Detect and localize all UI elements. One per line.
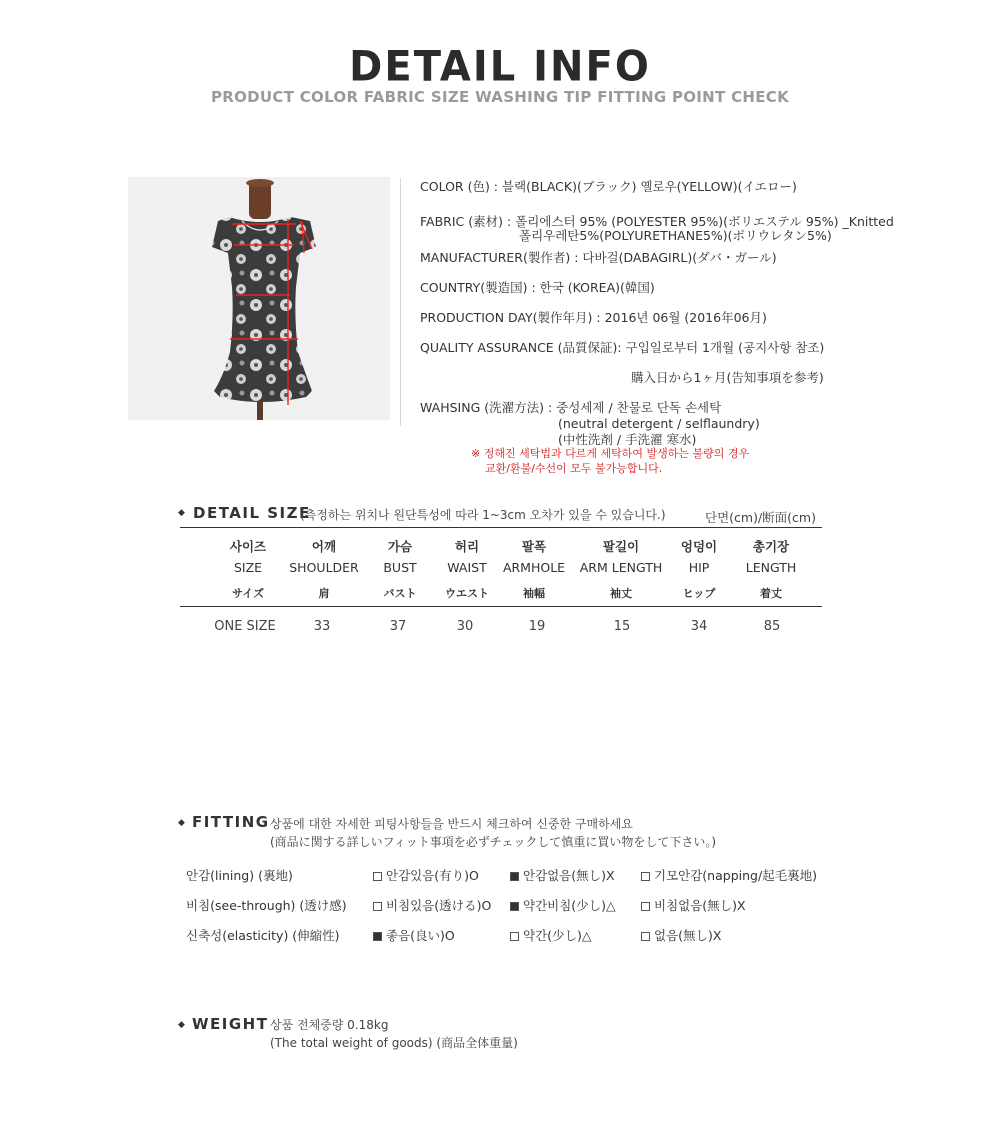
fitting-option-label: 비침없음(無し)X [654,898,746,913]
size-table-top-rule [180,527,822,528]
col-bust-ko: 가슴 [387,539,413,554]
washing-warning: ※ 정해진 세탁법과 다르게 세탁하여 발생하는 불량의 경우 [471,447,750,460]
weight-heading: WEIGHT [192,1015,269,1033]
diamond-bullet-icon: ◆ [178,508,185,518]
col-waist-ko: 허리 [454,539,480,554]
col-hip-en: HIP [688,560,710,575]
col-bust-en: BUST [383,560,417,575]
fitting-option[interactable] [641,896,746,914]
fitting-option[interactable] [373,926,455,944]
fabric-info-line2: 폴리우레탄5%(POLYURETHANE5%)(ボリウレタン5%) [519,228,832,243]
col-armhole-jp: 袖幅 [523,587,545,600]
col-armhole-ko: 팔폭 [521,539,547,554]
quality-assurance-info-jp: 購入日から1ヶ月(告知事項を参考) [631,370,824,385]
fabric-info: FABRIC (素材) : 폴리에스터 95% (POLYESTER 95%)(ボリエステル 95%) _Knitted [420,214,894,229]
color-info: COLOR (色) : 블랙(BLACK)(ブラック) 옐로우(YELLOW)(イエロー) [420,179,797,194]
fitting-option-label: 안감있음(有り)O [386,868,479,883]
fitting-label-elasticity: 신축성(elasticity) (伸縮性) [186,928,340,943]
cell-shoulder: 33 [313,619,331,634]
col-length-en: LENGTH [745,560,797,575]
manufacturer-info: MANUFACTURER(製作者) : 다바걸(DABAGIRL)(ダバ・ガール) [420,250,777,265]
quality-assurance-info: QUALITY ASSURANCE (品質保証): 구입일로부터 1개월 (공지사항 참조) [420,340,825,355]
cell-length: 85 [763,619,781,634]
detail-size-heading: DETAIL SIZE [193,504,311,522]
cell-arm-length: 15 [613,619,631,634]
col-shoulder-ko: 어깨 [311,539,337,554]
checkbox-empty-icon [641,872,650,881]
fitting-option-label: 비침있음(透ける)O [386,898,492,913]
fitting-description-jp: (商品に関する詳しいフィット事項を必ずチェックして慎重に買い物をして下さい。) [270,835,717,849]
col-arm-length-en: ARM LENGTH [579,560,663,575]
col-length-jp: 着丈 [760,587,782,600]
page-subtitle: PRODUCT COLOR FABRIC SIZE WASHING TIP FITTING POINT CHECK [210,88,790,106]
country-info: COUNTRY(製造国) : 한국 (KOREA)(韓国) [420,280,655,295]
col-bust-jp: バスト [383,587,417,600]
col-size-jp: サイズ [231,587,265,600]
cell-size: ONE SIZE [214,619,276,634]
product-image [128,177,390,420]
col-hip-ko: 엉덩이 [680,539,718,554]
fitting-option-label: 좋음(良い)O [386,928,455,943]
col-arm-length-jp: 袖丈 [610,587,632,600]
checkbox-empty-icon [641,902,650,911]
diamond-bullet-icon: ◆ [178,1020,185,1030]
weight-value: 상품 전체중량 0.18kg [270,1018,389,1032]
fitting-option-label: 기모안감(napping/起毛裏地) [654,868,818,883]
fitting-option[interactable] [510,866,615,884]
fitting-option-label: 약간비침(少し)△ [523,898,616,913]
fitting-label-see-through: 비침(see-through) (透け感) [186,898,347,913]
cell-hip: 34 [690,619,708,634]
page-title: DETAIL INFO [349,42,651,92]
col-arm-length-ko: 팔길이 [602,539,640,554]
checkbox-filled-icon [510,902,519,911]
checkbox-empty-icon [373,872,382,881]
col-hip-jp: ヒップ [682,587,716,600]
diamond-bullet-icon: ◆ [178,818,185,828]
col-size-ko: 사이즈 [229,539,267,554]
washing-info-en: (neutral detergent / selflaundry) [558,416,760,431]
cell-waist: 30 [456,619,474,634]
fitting-option[interactable] [510,926,592,944]
washing-info: WAHSING (洗濯方法) : 중성세제 / 찬물로 단독 손세탁 [420,400,722,415]
checkbox-empty-icon [641,932,650,941]
fitting-heading: FITTING [192,813,270,831]
fitting-option-label: 약간(少し)△ [523,928,592,943]
info-divider [400,178,401,426]
weight-value-en: (The total weight of goods) (商品全体重量) [270,1036,518,1050]
fitting-option[interactable] [373,866,479,884]
col-waist-en: WAIST [447,560,487,575]
fitting-option-label: 없음(無し)X [654,928,722,943]
checkbox-filled-icon [510,872,519,881]
washing-info-jp: (中性洗剤 / 手洗濯 寒水) [558,432,697,447]
checkbox-empty-icon [510,932,519,941]
fitting-option[interactable] [510,896,616,914]
cell-bust: 37 [389,619,407,634]
col-shoulder-jp: 肩 [318,587,330,600]
col-size-en: SIZE [233,560,263,575]
fitting-label-lining: 안감(lining) (裏地) [186,868,293,883]
detail-size-description: (측정하는 위치나 원단특성에 따라 1~3cm 오차가 있을 수 있습니다.) [300,508,666,522]
fitting-option[interactable] [641,866,817,884]
size-table-mid-rule [180,606,822,607]
col-armhole-en: ARMHOLE [502,560,566,575]
col-waist-jp: ウエスト [445,587,489,600]
detail-size-unit: 단면(cm)/断面(cm) [705,510,816,525]
cell-armhole: 19 [528,619,546,634]
dress-illustration [128,177,390,420]
fitting-option[interactable] [373,896,491,914]
production-day-info: PRODUCTION DAY(製作年月) : 2016년 06월 (2016年06月) [420,310,767,325]
fitting-option-label: 안감없음(無し)X [523,868,615,883]
fitting-description: 상품에 대한 자세한 피팅사항들을 반드시 체크하여 신중한 구매하세요 [270,817,633,831]
col-shoulder-en: SHOULDER [289,560,359,575]
washing-warning-line2: 교환/환불/수선이 모두 불가능합니다. [485,462,663,475]
checkbox-empty-icon [373,902,382,911]
fitting-option[interactable] [641,926,721,944]
col-length-ko: 총기장 [752,539,790,554]
checkbox-filled-icon [373,932,382,941]
